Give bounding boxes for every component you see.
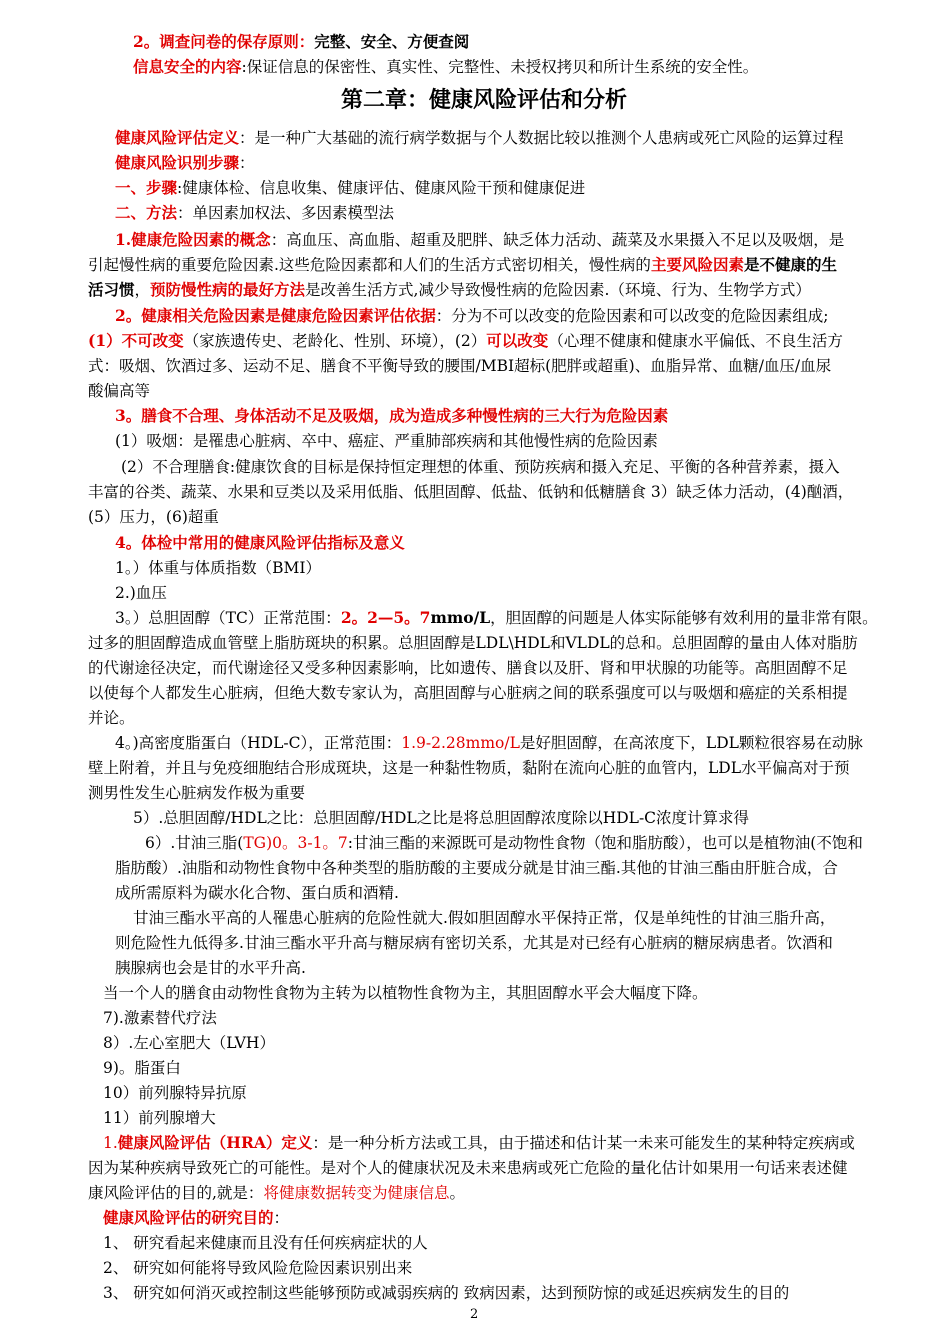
- text-segment: ：: [239, 154, 255, 172]
- text-segment: 8）.左心室肥大（LVH）: [103, 1034, 275, 1052]
- text-segment: 10）前列腺特异抗原: [103, 1084, 247, 1102]
- text-segment: 。: [449, 1184, 465, 1202]
- text-segment: 3。）总胆固醇（TC）正常范围：: [115, 609, 341, 627]
- text-line: [88, 482, 853, 502]
- text-segment: 活习惯: [88, 280, 135, 299]
- text-line: [103, 1233, 428, 1253]
- text-segment: 1.: [103, 1134, 118, 1152]
- text-line: [133, 908, 835, 928]
- text-segment: ：是一种广大基础的流行病学数据与个人数据比较以推测个人患病或死亡风险的运算过程: [239, 129, 844, 147]
- text-line: [115, 431, 658, 451]
- text-segment: 2、 研究如何能将导致风险危险因素识别出来: [103, 1259, 413, 1277]
- text-line: [88, 1183, 465, 1203]
- text-line: [115, 406, 668, 426]
- text-segment: 2。调查问卷的保存原则：: [133, 32, 315, 51]
- text-line: [103, 1208, 289, 1228]
- text-line: [88, 356, 831, 376]
- text-line: [115, 178, 585, 198]
- text-line: [88, 1158, 848, 1178]
- text-line: [115, 583, 167, 603]
- text-segment: 1、 研究看起来健康而且没有任何疾病症状的人: [103, 1234, 428, 1252]
- text-line: [103, 1258, 412, 1278]
- text-line: [88, 381, 150, 401]
- text-line: [88, 255, 837, 275]
- text-segment: 酸偏高等: [88, 382, 151, 400]
- text-segment: 4。)高密度脂蛋白（HDL-C），正常范围：: [115, 734, 402, 752]
- text-line: [115, 883, 399, 903]
- text-line: [121, 457, 840, 477]
- text-segment: ：: [273, 1209, 290, 1227]
- text-segment: :健康体检、信息收集、健康评估、健康风险干预和健康促进: [177, 179, 586, 197]
- text-segment: 健康风险评估（HRA）定义: [117, 1133, 313, 1152]
- text-segment: 是不健康的生: [743, 255, 837, 274]
- text-segment: ，胆固醇的问题是人体实际能够有效利用的量非常有限。: [490, 609, 878, 627]
- text-segment: 将健康数据转变为健康信息: [263, 1184, 450, 1202]
- text-line: [103, 1283, 789, 1303]
- text-segment: （家族遗传史、老龄化、性别、环境），(2）: [183, 332, 487, 350]
- text-segment: 7).激素替代疗法: [103, 1009, 217, 1027]
- text-segment: (1）不可改变: [88, 331, 184, 350]
- text-segment: 健康风险评估的研究目的: [103, 1208, 274, 1227]
- text-segment: 二、方法: [115, 203, 178, 222]
- text-segment: 测男性发生心脏病发作极为重要: [88, 784, 306, 802]
- text-segment: (5）压力，(6)超重: [88, 508, 219, 526]
- text-segment: 3。膳食不合理、身体活动不足及吸烟，成为造成多种慢性病的三大行为危险因素: [115, 406, 669, 425]
- text-line: [88, 633, 858, 653]
- text-segment: 可以改变: [486, 331, 549, 350]
- text-segment: 1.健康危险因素的概念: [115, 230, 271, 249]
- text-segment: 成所需原料为碳水化合物、蛋白质和酒精.: [115, 884, 399, 902]
- text-segment: TG)0。3-1。7: [243, 834, 348, 852]
- text-line: [115, 958, 306, 978]
- text-segment: 11）前列腺增大: [103, 1109, 216, 1127]
- text-line: [103, 983, 708, 1003]
- text-line: [103, 1108, 216, 1128]
- text-segment: 的代谢途径决定，而代谢途径又受多种因素影响，比如遗传、膳食以及肝、肾和甲状腺的功能等。高胆固醇不足: [88, 659, 848, 677]
- text-line: [88, 783, 305, 803]
- text-line: [88, 658, 848, 678]
- text-segment: 1。）体重与体质指数（BMI）: [115, 559, 321, 577]
- text-line: [115, 608, 878, 628]
- text-segment: 康风险评估的目的,就是：: [88, 1184, 264, 1202]
- text-segment: ：单因素加权法、多因素模型法: [177, 204, 395, 222]
- text-segment: ，: [134, 281, 151, 299]
- text-line: [115, 733, 863, 753]
- text-segment: ：高血压、高血脂、超重及肥胖、缺乏体力活动、蔬菜及水果摄入不足以及吸烟，是: [270, 231, 845, 249]
- text-segment: (2）不合理膳食:健康饮食的目标是保持恒定理想的体重、预防疾病和摄入充足、平衡的各种营养素，摄入: [121, 458, 840, 476]
- text-segment: 式：吸烟、饮酒过多、运动不足、膳食不平衡导致的腰围/MBI超标(肥胖或超重)、血脂异常、血糖/血压/血尿: [88, 357, 832, 375]
- text-segment: 2。健康相关危险因素是健康危险因素评估依据: [115, 306, 436, 325]
- text-line: [88, 708, 135, 728]
- text-segment: :甘油三酯的来源既可是动物性食物（饱和脂肪酸），也可以是植物油(不饱和: [347, 834, 863, 852]
- text-segment: 健康风险识别步骤: [115, 153, 240, 172]
- text-segment: 丰富的谷类、蔬菜、水果和豆类以及采用低脂、低胆固醇、低盐、低钠和低糖膳食 3）缺乏体力活动，(4)酗酒，: [88, 483, 854, 501]
- text-segment: 因为某种疾病导致死亡的可能性。是对个人的健康状况及未来患病或死亡危险的量化估计如果用一句话来表述健: [88, 1159, 848, 1177]
- text-segment: 3、 研究如何消灭或控制这些能够预防或减弱疾病的 致病因素，达到预防惊的或延迟疾病发生的目的: [103, 1284, 790, 1302]
- text-line: [88, 280, 811, 300]
- text-segment: 是好胆固醇，在高浓度下，LDL颗粒很容易在动脉: [519, 734, 863, 752]
- text-line: [115, 128, 844, 148]
- text-segment: 健康风险评估定义: [115, 128, 240, 147]
- text-segment: 一、步骤: [115, 178, 178, 197]
- text-segment: 9)。脂蛋白: [103, 1059, 181, 1077]
- text-segment: 过多的胆固醇造成血管壁上脂肪斑块的积累。总胆固醇是LDL\HDL和VLDL的总和。总胆固醇的量由人体对脂肪: [88, 634, 858, 652]
- text-segment: 6）.甘油三脂(: [145, 834, 244, 852]
- text-line: [103, 1008, 217, 1028]
- text-line: [103, 1033, 275, 1053]
- text-segment: ：分为不可以改变的危险因素和可以改变的危险因素组成;: [435, 307, 829, 325]
- text-segment: 甘油三酯水平高的人罹患心脏病的危险性就大.假如胆固醇水平保持正常，仅是单纯性的甘油三脂升高，: [133, 909, 836, 927]
- text-segment: （心理不健康和健康水平偏低、不良生活方: [548, 332, 843, 350]
- text-line: [88, 758, 850, 778]
- text-segment: 2.)血压: [115, 584, 167, 602]
- text-line: [115, 306, 829, 326]
- text-segment: 以使每个人都发生心脏病，但绝大数专家认为，高胆固醇与心脏病之间的联系强度可以与吸烟和癌症的关系相提: [88, 684, 848, 702]
- text-line: [133, 57, 758, 77]
- text-segment: ：是一种分析方法或工具，由于描述和估计某一未来可能发生的某种特定疾病或: [312, 1134, 855, 1152]
- text-line: [115, 203, 394, 223]
- text-line: [88, 507, 219, 527]
- text-line: [115, 558, 321, 578]
- text-segment: 是改善生活方式,减少导致慢性病的危险因素.（环境、行为、生物学方式）: [305, 281, 811, 299]
- text-line: [115, 153, 255, 173]
- text-segment: 2: [470, 1307, 479, 1322]
- text-segment: 并论。: [88, 709, 135, 727]
- text-segment: 胰腺病也会是甘的水平升高.: [115, 959, 306, 977]
- text-line: [133, 32, 469, 52]
- text-segment: 当一个人的膳食由动物性食物为主转为以植物性食物为主，其胆固醇水平会大幅度下降。: [103, 984, 708, 1002]
- text-segment: 预防慢性病的最好方法: [150, 280, 306, 299]
- text-line: [88, 331, 843, 351]
- text-line: [88, 683, 848, 703]
- text-segment: 壁上附着，并且与免疫细胞结合形成斑块，这是一种黏性物质，黏附在流向心脏的血管内，LDL水平偏高对于预: [88, 759, 850, 777]
- text-line: [115, 230, 844, 250]
- page-number: [470, 1305, 478, 1325]
- text-segment: 2。2—5。7: [340, 608, 431, 627]
- text-line: [115, 533, 405, 553]
- text-line: [103, 1083, 247, 1103]
- text-segment: 引起慢性病的重要危险因素.这些危险因素都和人们的生活方式密切相关，慢性病的: [88, 256, 651, 274]
- text-line: [133, 808, 749, 828]
- text-line: [103, 1058, 181, 1078]
- text-line: [103, 1133, 855, 1153]
- text-segment: 5）.总胆固醇/HDL之比：总胆固醇/HDL之比是将总胆固醇浓度除以HDL-C浓度计算求得: [133, 809, 750, 827]
- text-segment: 第二章：健康风险评估和分析: [341, 87, 628, 113]
- text-line: [115, 858, 838, 878]
- chapter-title: [341, 86, 627, 114]
- text-segment: 主要风险因素: [650, 255, 744, 274]
- text-segment: :保证信息的保密性、真实性、完整性、未授权拷贝和所计生系统的安全性。: [241, 58, 759, 76]
- text-segment: 则危险性九低得多.甘油三酯水平升高与糖尿病有密切关系，尤其是对已经有心脏病的糖尿病患者。饮酒和: [115, 934, 833, 952]
- text-line: [115, 933, 833, 953]
- text-segment: 脂肪酸）.油脂和动物性食物中各种类型的脂肪酸的主要成分就是甘油三酯.其他的甘油三酯由肝脏合成，合: [115, 859, 838, 877]
- text-segment: 4。体检中常用的健康风险评估指标及意义: [115, 533, 405, 552]
- text-segment: 信息安全的内容: [133, 57, 242, 76]
- text-segment: mmo/L: [430, 608, 491, 627]
- text-segment: 1.9-2.28mmo/L: [401, 734, 520, 752]
- text-segment: 完整、安全、方便查阅: [314, 32, 470, 51]
- text-line: [145, 833, 863, 853]
- text-segment: (1）吸烟：是罹患心脏病、卒中、癌症、严重肺部疾病和其他慢性病的危险因素: [115, 432, 658, 450]
